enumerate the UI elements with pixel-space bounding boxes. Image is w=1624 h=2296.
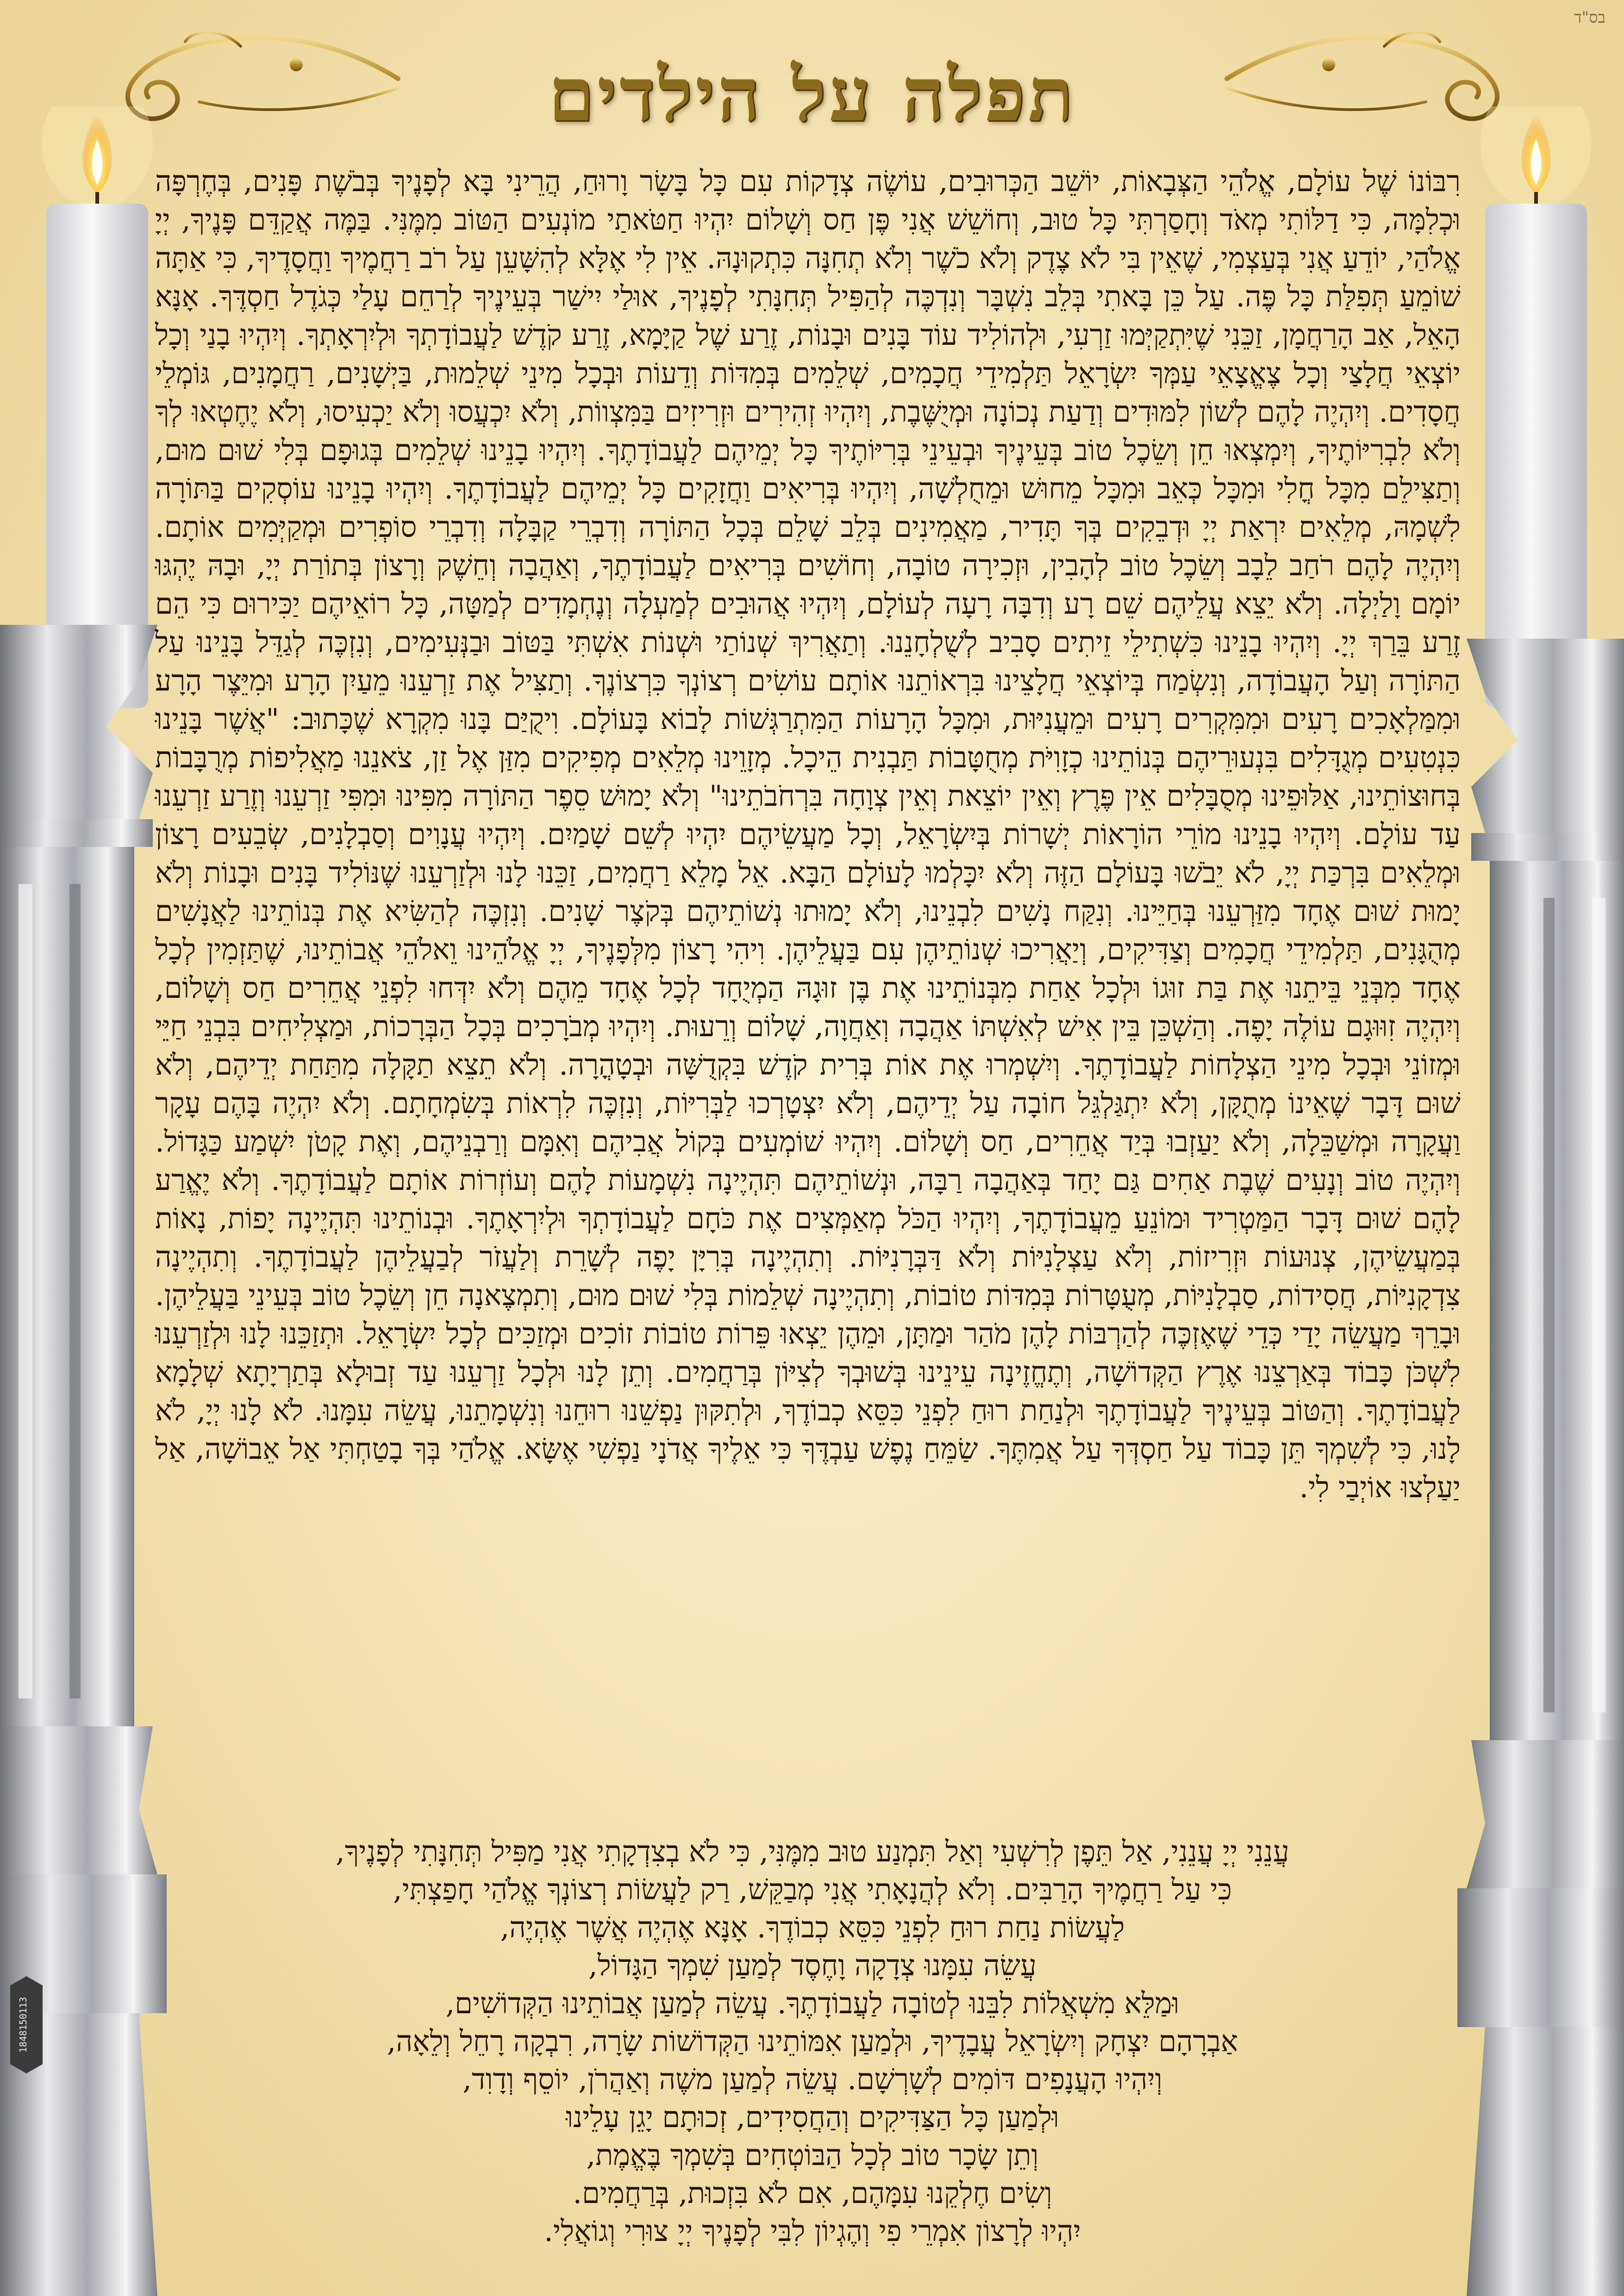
page-title: תפלה על הילדים [548,51,1076,138]
closing-line: וּלְמַעַן כָּל הַצַּדִּיקִים וְהַחֲסִידִים, זְכוּתָם יָגֵן עָלֵינוּ [566,2100,1059,2134]
closing-line: עֲנֵנִי יְיָ עֲנֵנִי, אַל תֵּפֶן לְרִשְׁעִי וְאַל תִּמְנַע טוּב מִמֶּנִּי, כִּי לֹא בְצִדְקָתִי אֲנִי מַפִּיל תְּחִנָּתִי לְפָנֶיךָ, [336,1835,1289,1868]
closing-verses [259,1833,1366,2250]
closing-line: יִהְיוּ לְרָצוֹן אִמְרֵי פִי וְהֶגְיוֹן לִבִּי לְפָנֶיךָ יְיָ צוּרִי וְגוֹאֲלִי. [544,2214,1081,2248]
closing-line: כִּי עַל רַחֲמֶיךָ הָרַבִּים. וְלֹא לְהֲנָאָתִי אֲנִי מְבַקֵּשׁ, רַק לַעֲשׂוֹת רְצוֹנְךָ אֱלֹהַי חָפַצְתִּי, [393,1873,1232,1906]
candlestick-right-icon [1457,639,1624,2296]
closing-line: וְיִהְיוּ הָעֲנָפִים דּוֹמִים לְשָׁרְשָׁם. עֲשֵׂה לְמַעַן משֶׁה וְאַהֲרֹן, יוֹסֵף וְדָוִד, [462,2062,1162,2096]
closing-line: וְשִׂים חֶלְקֵנוּ עִמָּהֶם, אִם לֹא בִּזְכוּת, בְּרַחֲמִים. [573,2176,1052,2210]
closing-line: וְתֵן שָׂכָר טוֹב לְכָל הַבּוֹטְחִים בְּשִׁמְךָ בֶּאֱמֶת, [586,2138,1039,2172]
closing-line: עֲשֵׂה עִמָּנוּ צְדָקָה וָחֶסֶד לְמַעַן שִׁמְךָ הַגָּדוֹל, [588,1948,1037,1982]
bsd-mark: בס"ד [1574,8,1605,27]
prayer-body: רִבּוֹנוֹ שֶׁל עוֹלָם, אֱלֹהֵי הַצְּבָאוֹת, יוֹשֵׁב הַכְּרוּבִים, עוֹשֶׂה צְדָקוֹת עִם כָּל בָּשָׂר וָרוּחַ, הֲרֵינִי בָּא לְפָנֶיךָ בְּבֹשֶׁת פָּנִים, בְּחֶרְפָּה וּכְלִמָּה, כִּי דַלּוֹתִי מְאֹד וְחָסַרְתִּי כָּל טוּב, וְחוֹשֵׁשׁ אֲנִי פֶּן חַס וְשָׁלוֹם יִהְיוּ חַטֹּאתַי מוֹנְעִים הַטּוֹב מִמֶּנִּי. בַּמֶּה אֲקַדֵּם פָּנֶיךָ, יְיָ אֱלֹהַי, יוֹדֵעַ אֲנִי בְּעַצְמִי, שֶׁאֵין בִּי לֹא צֶדֶק וְלֹא כֹשֶׁר וְלֹא תְחִנָּה כִּתְקוּנָהּ. אֵין לִי אֶלָּא לְהִשָּׁעֵן עַל רֹב רַחֲמֶיךָ וַחֲסָדֶיךָ, כִּי אַתָּה שׁוֹמֵעַ תְּפִלַּת כָּל פֶּה. עַל כֵּן בָּאתִי בְּלֵב נִשְׁבָּר וְנִדְכֶּה לְהַפִּיל תְּחִנָּתִי לְפָנֶיךָ, אוּלַי יִישַׁר בְּעֵינֶיךָ לְרַחֵם עָלַי כְּגֹדֶל חַסְדֶּךָ. אָנָּא הָאֵל, אַב הָרַחֲמָן, זַכֵּנִי שֶׁיִּתְקַיְּמוּ זַרְעִי, וּלְהוֹלִיד עוֹד בָּנִים וּבָנוֹת, זֶרַע שֶׁל קַיָּמָא, זֶרַע קֹדֶשׁ לַעֲבוֹדָתְךָ וּלְיִרְאָתְךָ. וְיִהְיוּ בָנַי וְכָל יוֹצְאֵי חֲלָצַי וְכָל צֶאֱצָאֵי עַמְּךָ יִשְׂרָאֵל תַּלְמִידֵי חֲכָמִים, שְׁלֵמִים בְּמִדּוֹת וְדֵעוֹת וּבְכָל מִינֵי שְׁלֵמוּת, בַּיְשָׁנִים, רַחֲמָנִים, גּוֹמְלֵי חֲסָדִים. וְיִהְיֶה לָהֶם לְשׁוֹן לִמּוּדִים וְדַעַת נְכוֹנָה וּמְיֻשֶּׁבֶת, וְיִהְיוּ זְהִירִים וּזְרִיזִים בַּמִּצְווֹת, וְלֹא יִכְעֲסוּ וְלֹא יַכְעִיסוּ, וְלֹא יֶחֶטְאוּ לְךָ וְלֹא לִבְרִיּוֹתֶיךָ, וְיִמְצְאוּ חֵן וְשֵׂכֶל טוֹב בְּעֵינֶיךָ וּבְעֵינֵי בְּרִיּוֹתֶיךָ כָּל יְמֵיהֶם לַעֲבוֹדָתֶךָ. וְיִהְיוּ בָנֵינוּ שְׁלֵמִים בְּגוּפָם בְּלִי שׁוּם מוּם, וְתַצִּילֵם מִכָּל חֳלִי וּמִכָּל כְּאֵב וּמִכָּל מֵחוּשׁ וּמֵחֻלְשָׁה, וְיִהְיוּ בְּרִיאִים וַחֲזָקִים כָּל יְמֵיהֶם לַעֲבוֹדָתֶךָ. וְיִהְיוּ בָנֵינוּ עוֹסְקִים בַּתּוֹרָה לִשְׁמָהּ, מְלֵאִים יִרְאַת יְיָ וּדְבֵקִים בְּךָ תָּדִיר, מַאֲמִינִים בְּלֵב שָׁלֵם בְּכָל הַתּוֹרָה וְדִבְרֵי קַבָּלָה וְדִבְרֵי סוֹפְרִים וּמְקַיְּמִים אוֹתָם. וְיִהְיֶה לָהֶם רֹחַב לֵבָב וְשֵׂכֶל טוֹב לְהָבִין, וּזְכִירָה טוֹבָה, וְחוֹשִׁים בְּרִיאִים לַעֲבוֹדָתֶךָ, וְאַהֲבָה וְחֵשֶׁק וְרָצוֹן בְּתוֹרַת יְיָ, וּבָהּ יֶהְגּוּ יוֹמָם וָלַיְלָה. וְלֹא יֵצֵא עֲלֵיהֶם שֵׁם רָע וְדִבָּה רָעָה לְעוֹלָם, וְיִהְיוּ אֲהוּבִים לְמַעְלָה וְנֶחְמָדִים לְמַטָּה, כָּל רוֹאֵיהֶם יַכִּירוּם כִּי הֵם זֶרַע בֵּרַךְ יְיָ. וְיִהְיוּ בָנֵינוּ כִּשְׁתִילֵי זֵיתִים סָבִיב לְשֻׁלְחָנֵנוּ. וְתַאֲרִיךְ שְׁנוֹתַי וּשְׁנוֹת אִשְׁתִּי בַּטּוֹב וּבַנְּעִימִים, וְנִזְכֶּה לְגַדֵּל בָּנֵינוּ עַל הַתּוֹרָה וְעַל הָעֲבוֹדָה, וְנִשְׂמַח בְּיוֹצְאֵי חֲלָצֵינוּ בִּרְאוֹתֵנוּ אוֹתָם עוֹשִׂים רְצוֹנְךָ כִּרְצוֹנֶךָ. וְתַצִּיל אֶת זַרְעֵנוּ מֵעַיִן הָרָע וּמִיֵּצֶר הָרָע וּמִמַּלְאָכִים רָעִים וּמִמִּקְרִים רָעִים וּמֵעֲנִיּוּת, וּמִכָּל הָרָעוֹת הַמִּתְרַגְּשׁוֹת לָבוֹא בָּעוֹלָם. וִיקֻיַּם בָּנוּ מִקְרָא שֶׁכָּתוּב: "אֲשֶׁר בָּנֵינוּ כִּנְטִעִים מְגֻדָּלִים בִּנְעוּרֵיהֶם בְּנוֹתֵינוּ כְזָוִיֹּת מְחֻטָּבוֹת תַּבְנִית הֵיכָל. מְזָוֵינוּ מְלֵאִים מְפִיקִים מִזַּן אֶל זַן, צֹאנֵנוּ מַאֲלִיפוֹת מְרֻבָּבוֹת בְּחוּצוֹתֵינוּ, אַלּוּפֵינוּ מְסֻבָּלִים אֵין פֶּרֶץ וְאֵין יוֹצֵאת וְאֵין צְוָחָה בִּרְחֹבֹתֵינוּ" וְלֹא יָמוּשׁ סֵפֶר הַתּוֹרָה מִפִּינוּ וּמִפִּי זַרְעֵנוּ וְזֶרַע זַרְעֵנוּ עַד עוֹלָם. וְיִהְיוּ בָנֵינוּ מוֹרֵי הוֹרָאוֹת יְשָׁרוֹת בְּיִשְׂרָאֵל, וְכָל מַעֲשֵׂיהֶם יִהְיוּ לְשֵׁם שָׁמַיִם. וְיִהְיוּ עֲנָוִים וְסַבְלָנִים, שְׂבֵעִים רָצוֹן וּמְלֵאִים בִּרְכַּת יְיָ, לֹא יֵבֹשׁוּ בָּעוֹלָם הַזֶּה וְלֹא יִכָּלְמוּ לָעוֹלָם הַבָּא. אֵל מָלֵא רַחֲמִים, זַכֵּנוּ לָנוּ וּלְזַרְעֵנוּ שֶׁנּוֹלִיד בָּנִים וּבָנוֹת וְלֹא יָמוּת שׁוּם אֶחָד מִזַּרְעֵנוּ בְּחַיֵּינוּ. וְנִקַּח נָשִׁים לִבְנֵינוּ, וְלֹא יָמוּתוּ נְשׁוֹתֵיהֶם בְּקֹצֶר שָׁנִים. וְנִזְכֶּה לְהַשִּׂיא אֶת בְּנוֹתֵינוּ לַאֲנָשִׁים מְהֻגָּנִים, תַּלְמִידֵי חֲכָמִים וְצַדִּיקִים, וְיַאֲרִיכוּ שְׁנוֹתֵיהֶן עִם בַּעֲלֵיהֶן. וִיהִי רָצוֹן מִלְּפָנֶיךָ, יְיָ אֱלֹהֵינוּ וֵאלֹהֵי אֲבוֹתֵינוּ, שֶׁתַּזְמִין לְכָל אֶחָד מִבְּנֵי בֵּיתֵנוּ אֶת בַּת זוּגוֹ וּלְכָל אַחַת מִבְּנוֹתֵינוּ אֶת בֶּן זוּגָהּ הַמְיֻחָד לְכָל אֶחָד מֵהֶם וְלֹא יִדְּחוּ לִפְנֵי אֲחֵרִים חַס וְשָׁלוֹם, וְיִהְיֶה זִוּוּגָם עוֹלֶה יָפֶה. וְהַשְׁכֵּן בֵּין אִישׁ לְאִשְׁתּוֹ אַהֲבָה וְאַחֲוָה, שָׁלוֹם וְרֵעוּת. וְיִהְיוּ מְבֹרָכִים בְּכָל הַבְּרָכוֹת, וּמַצְלִיחִים בִּבְנֵי חַיֵּי וּמְזוֹנֵי וּבְכָל מִינֵי הַצְלָחוֹת לַעֲבוֹדָתֶךָ. וְיִשְׁמְרוּ אֶת אוֹת בְּרִית קֹדֶשׁ בִּקְדֻשָּׁה וּבְטָהֳרָה. וְלֹא תֵצֵא תַקָּלָה מִתַּחַת יְדֵיהֶם, וְלֹא שׁוּם דָּבָר שֶׁאֵינוֹ מְתֻקָּן, וְלֹא יִתְגַּלְגֵּל חוֹבָה עַל יְדֵיהֶם, וְלֹא יִצְטָרְכוּ לַבְּרִיּוֹת, וְנִזְכֶּה לִרְאוֹת בְּשִׂמְחָתָם. וְלֹא יִהְיֶה בָּהֶם עָקָר וַעֲקָרָה וּמְשַׁכֵּלָה, וְלֹא יַעַזְבוּ בְּיַד אֲחֵרִים, חַס וְשָׁלוֹם. וְיִהְיוּ שׁוֹמְעִים בְּקוֹל אֲבִיהֶם וְאִמָּם וְרַבְנֵיהֶם, וְאֶת קָטֹן יִשְׁמַע כַּגָּדוֹל. וְיִהְיֶה טוֹב וְנָעִים שֶׁבֶת אַחִים גַּם יָחַד בְּאַהֲבָה רַבָּה, וּנְשׁוֹתֵיהֶם תִּהְיֶינָה נִשְׁמָעוֹת לָהֶם וְעוֹזְרוֹת אוֹתָם לַעֲבוֹדָתֶךָ. וְלֹא יֶאֱרַע לָהֶם שׁוּם דָּבָר הַמַּטְרִיד וּמוֹנֵעַ מֵעֲבוֹדָתֶךָ, וְיִהְיוּ הַכֹּל מְאַמְּצִים אֶת כֹּחָם לַעֲבוֹדָתְךָ וּלְיִרְאָתֶךָ. וּבְנוֹתֵינוּ תִּהְיֶינָה יָפוֹת, נָאוֹת בְּמַעֲשֵׂיהֶן, צְנוּעוֹת וּזְרִיזוֹת, וְלֹא עַצְלָנִיּוֹת וְלֹא דַּבְּרָנִיּוֹת. וְתִהְיֶינָה בְּרִיָּן יָפֶה לְשָׁרֵת וְלַעֲזֹר לְבַעֲלֵיהֶן לַעֲבוֹדָתֶךָ. וְתִהְיֶינָה צִדְקָנִיּוֹת, חֲסִידוֹת, סַבְלָנִיּוֹת, מְעֻטָּרוֹת בְּמִדּוֹת טוֹבוֹת, וְתִהְיֶינָה שְׁלֵמוֹת בְּלִי שׁוּם מוּם, וְתִמְצֶאנָה חֵן וְשֵׂכֶל טוֹב בְּעֵינֵי בַּעֲלֵיהֶן. וּבָרֵךְ מַעֲשֵׂה יָדַי כְּדֵי שֶׁאֶזְכֶּה לְהַרְבּוֹת לָהֶן מֹהַר וּמַתָּן, וּמֵהֶן יֵצְאוּ פֵּרוֹת טוֹבוֹת זוֹכִים וּמְזַכִּים לְכָל יִשְׂרָאֵל. וּתְזַכֵּנוּ לָנוּ וּלְזַרְעֵנוּ לִשְׁכֹּן כָּבוֹד בְּאַרְצֵנוּ אֶרֶץ הַקְּדוֹשָׁה, וְתֶחֱזֶינָה עֵינֵינוּ בְּשׁוּבְךָ לְצִיּוֹן בְּרַחֲמִים. וְתֵן לָנוּ וּלְכָל זַרְעֵנוּ עַד זְבוּלָא בְּתַרְיָתָא שְׁלָמָא לַעֲבוֹדָתֶךָ. וְהַטּוֹב בְּעֵינֶיךָ לַעֲבוֹדָתֶךָ וּלְנַחַת רוּחַ לִפְנֵי כִּסֵּא כְבוֹדֶךָ, וּלְתִקּוּן נַפְשֵׁנוּ רוּחֵנוּ וְנִשְׁמָתֵנוּ, עֲשֵׂה עִמָּנוּ. לֹא לָנוּ יְיָ, לֹא לָנוּ, כִּי לְשִׁמְךָ תֵּן כָּבוֹד עַל חַסְדְּךָ עַל אֲמִתֶּךָ. שַׂמֵּחַ נֶפֶשׁ עַבְדֶּךָ כִּי אֵלֶיךָ אֲדֹנָי נַפְשִׁי אֶשָּׂא. אֱלֹהַי בְּךָ בָטַחְתִּי אַל אֵבוֹשָׁה, אַל יַעַלְצוּ אוֹיְבַי לִי. [155,164,1461,1504]
stamp-code: 1848150113 [18,1997,29,2053]
closing-line: אַבְרָהָם יִצְחָק וְיִשְׂרָאֵל עֲבָדֶיךָ, וּלְמַעַן אִמּוֹתֵינוּ הַקְּדוֹשׁוֹת שָׂרָה, רִבְקָה רָחֵל וְלֵאָה, [387,2024,1238,2058]
candle-right-icon [1467,106,1605,708]
closing-line: לַעֲשׂוֹת נַחַת רוּחַ לִפְנֵי כִּסֵּא כְבוֹדֶךָ. אָנָּא אֶהְיֶה אֲשֶׁר אֶהְיֶה, [500,1910,1125,1944]
closing-line: וּמַלֵּא מִשְׁאֲלוֹת לִבֵּנוּ לְטוֹבָה לַעֲבוֹדָתֶךָ. עֲשֵׂה לְמַעַן אֲבוֹתֵינוּ הַקְּדוֹשִׁים, [445,1986,1180,2020]
product-stamp [10,1976,43,2073]
title-area [0,19,1624,157]
candle-left-icon [28,106,167,708]
